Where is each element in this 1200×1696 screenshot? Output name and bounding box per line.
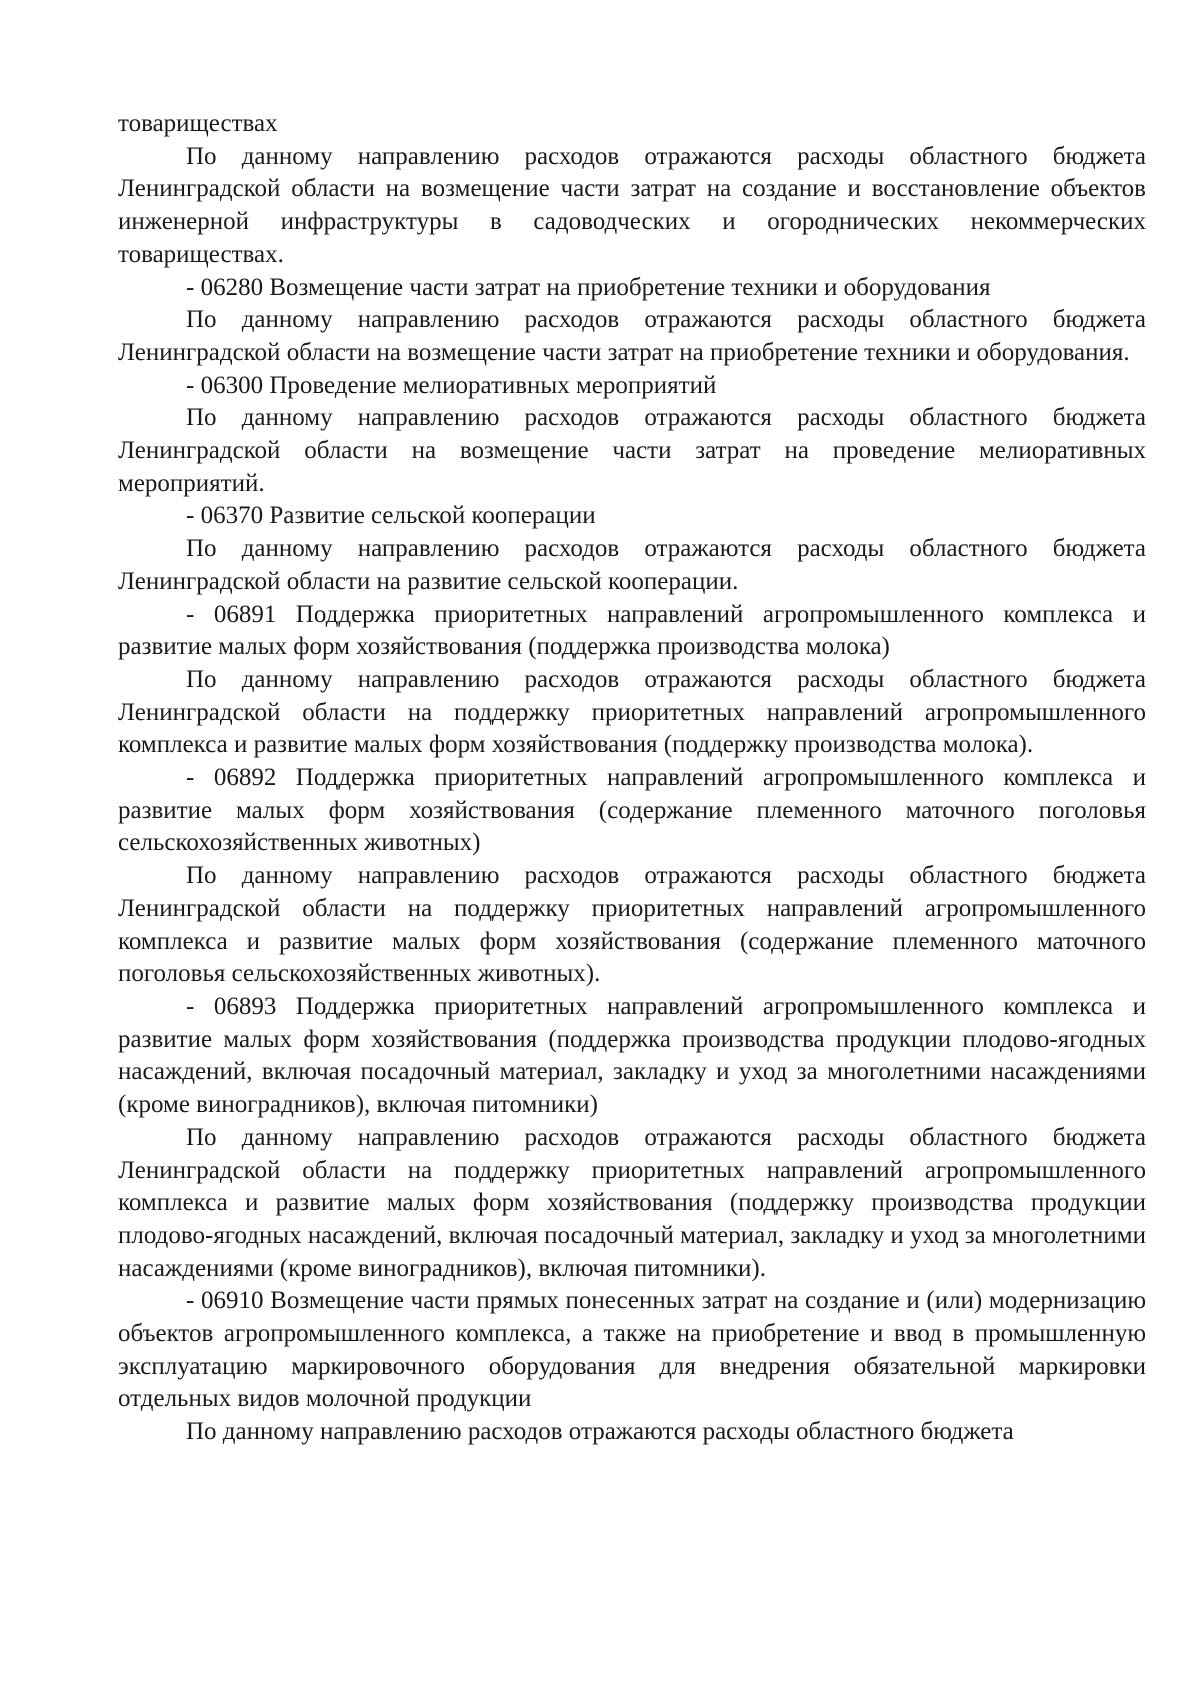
paragraph-06300-description: По данному направлению расходов отражаются расходы областного бюджета Ленинградской области на возмещение части затрат на проведение мелиоративных мероприятий. xyxy=(118,404,1146,497)
paragraph-06270-description: По данному направлению расходов отражаются расходы областного бюджета Ленинградской области на возмещение части затрат на создание и восстановление объектов инженерной инфраструктуры в садоводческих и огороднических некоммерческих товариществах. xyxy=(118,142,1146,268)
heading-06910: - 06910 Возмещение части прямых понесенных затрат на создание и (или) модернизацию объектов агропромышленного комплекса, а также на приобретение и ввод в промышленную эксплуатацию маркировочного оборудования для внедрения обязательной маркировки отдельных видов молочной продукции xyxy=(118,1287,1146,1413)
heading-06370: - 06370 Развитие сельской кооперации xyxy=(186,502,596,530)
paragraph-06892-description: По данному направлению расходов отражаются расходы областного бюджета Ленинградской области на поддержку приоритетных направлений агропромышленного комплекса и развитие малых форм хозяйствования (содержание племенного маточного поголовья сельскохозяйственных животных). xyxy=(118,862,1146,988)
heading-06893: - 06893 Поддержка приоритетных направлений агропромышленного комплекса и развитие малых форм хозяйствования (поддержка производства продукции плодово-ягодных насаждений, включая посадочный материал, закладку и уход за многолетними насаждениями (кроме виноградников), включая питомники) xyxy=(118,992,1146,1119)
continuation-line: товариществах xyxy=(118,110,278,137)
paragraph-06280-description: По данному направлению расходов отражаются расходы областного бюджета Ленинградской области на возмещение части затрат на приобретение техники и оборудования. xyxy=(118,306,1146,366)
heading-06891: - 06891 Поддержка приоритетных направлений агропромышленного комплекса и развитие малых форм хозяйствования (поддержка производства молока) xyxy=(118,600,1146,661)
heading-06300: - 06300 Проведение мелиоративных мероприятий xyxy=(186,371,717,399)
paragraph-06370-description: По данному направлению расходов отражаются расходы областного бюджета Ленинградской области на развитие сельской кооперации. xyxy=(118,535,1146,595)
heading-06892: - 06892 Поддержка приоритетных направлений агропромышленного комплекса и развитие малых форм хозяйствования (содержание племенного маточного поголовья сельскохозяйственных животных) xyxy=(118,764,1146,857)
paragraph-06910-description: По данному направлению расходов отражаются расходы областного бюджета xyxy=(186,1418,1014,1446)
document-page xyxy=(118,108,1146,1449)
paragraph-06893-description: По данному направлению расходов отражаются расходы областного бюджета Ленинградской области на поддержку приоритетных направлений агропромышленного комплекса и развитие малых форм хозяйствования (поддержку производства продукции плодово-ягодных насаждений, включая посадочный материал, закладку и уход за многолетними насаждениями (кроме виноградников), включая питомники). xyxy=(118,1123,1146,1282)
heading-06280: - 06280 Возмещение части затрат на приобретение техники и оборудования xyxy=(186,273,991,301)
paragraph-06891-description: По данному направлению расходов отражаются расходы областного бюджета Ленинградской области на поддержку приоритетных направлений агропромышленного комплекса и развитие малых форм хозяйствования (поддержку производства молока). xyxy=(118,665,1146,759)
